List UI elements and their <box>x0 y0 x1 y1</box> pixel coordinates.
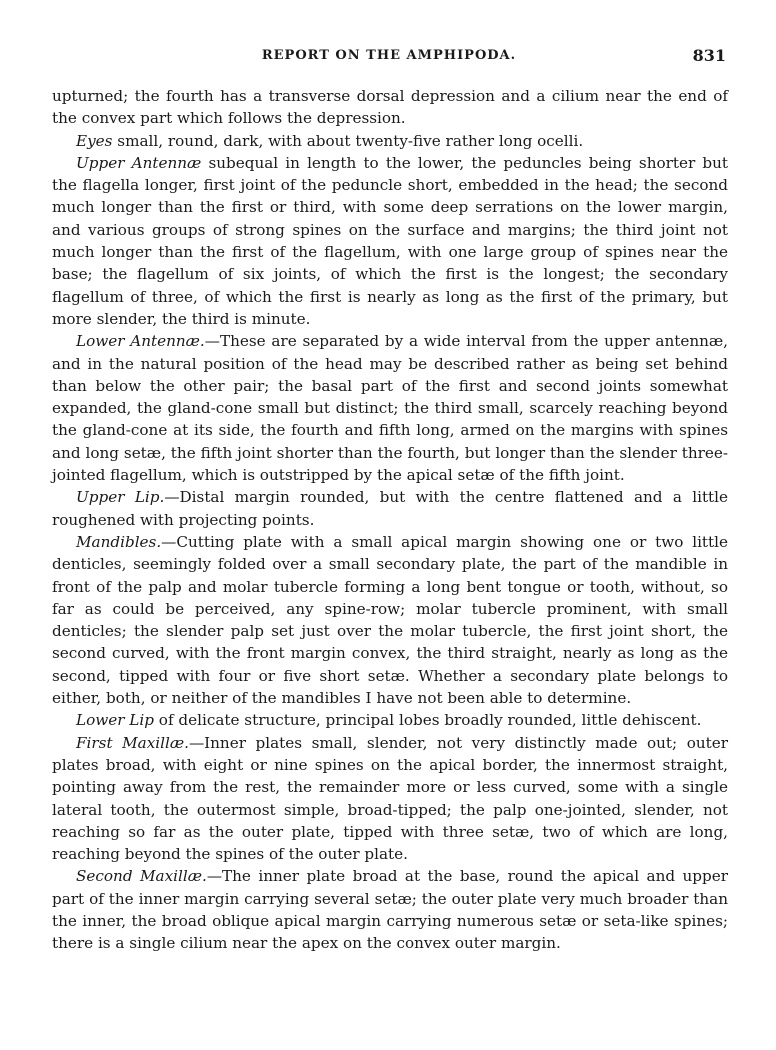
paragraph-upper-lip <box>52 486 728 531</box>
paragraph-lead: Upper Lip. <box>76 488 165 507</box>
paragraph-text: —Cutting plate with a small apical margin showing one or two little denticles, seemingly folded over a small secondary plate, the part of the mandible in front of the palp and molar tubercle forming a long bent tongue or tooth, without, so far as could be perceived, any spine-row; molar tubercle prominent, with small denticles; the slender palp set just over the molar tubercle, the first joint short, the second curved, with the front margin convex, the third straight, nearly as long as the second, tipped with four or five short setæ. Whether a secondary plate belongs to either, both, or neither of the mandibles I have not been able to determine. <box>52 532 728 708</box>
paragraph-lead: Upper Antennæ <box>76 153 202 172</box>
page-number: 831 <box>692 46 726 65</box>
paragraph-mandibles <box>52 531 728 709</box>
running-title: REPORT ON THE AMPHIPODA. <box>261 48 517 63</box>
paragraph-lead: First Maxillæ. <box>76 733 189 752</box>
page-header <box>52 48 726 72</box>
paragraph-upper-antennae <box>52 152 728 330</box>
paragraph-second-maxillae <box>52 865 728 954</box>
paragraph-lead: Second Maxillæ. <box>76 867 207 886</box>
paragraph-eyes <box>52 130 728 152</box>
paragraph-text: of delicate structure, principal lobes broadly rounded, little dehiscent. <box>153 711 702 730</box>
paragraph-text: —These are separated by a wide interval from the upper antennæ, and in the natural position of the head may be described rather as being set behind than below the other pair; the basal part of the first and second joints somewhat expanded, the gland-cone small but distinct; the third small, scarcely reaching beyond the gland-cone at its side, the fourth and fifth long, armed on the margins with spines and long setæ, the fifth joint shorter than the fourth, but longer than the slender three-jointed flagellum, which is outstripped by the apical setæ of the fifth joint. <box>52 332 729 485</box>
paragraph-continuation <box>52 85 728 130</box>
paragraph-text: —The inner plate broad at the base, round the apical and upper part of the inner margin carrying several setæ; the outer plate very much broader than the inner, the broad oblique apical margin carrying numerous setæ or seta-like spines; there is a single cilium near the apex on the convex outer margin. <box>52 867 728 953</box>
body-text <box>52 85 728 955</box>
paragraph-lower-antennae <box>52 330 728 486</box>
paragraph-lead: Lower Lip <box>76 711 154 730</box>
paragraph-first-maxillae <box>52 732 728 866</box>
paragraph-lead: Lower Antennæ. <box>76 332 205 351</box>
paragraph-text: —Distal margin rounded, but with the centre flattened and a little roughened with projecting points. <box>52 488 728 529</box>
paragraph-text: subequal in length to the lower, the peduncles being shorter but the flagella longer, first joint of the peduncle short, embedded in the head; the second much longer than the first or third, with some deep serrations on the lower margin, and various groups of strong spines on the surface and margins; the third joint not much longer than the first of the flagellum, with one large group of spines near the base; the flagellum of six joints, of which the first is the longest; the secondary flagellum of three, of which the first is nearly as long as the first of the primary, but more slender, the third is minute. <box>52 153 728 328</box>
paragraph-text: —Inner plates small, slender, not very distinctly made out; outer plates broad, with eight or nine spines on the apical border, the innermost straight, pointing away from the rest, the remainder more or less curved, some with a single lateral tooth, the outermost simple, broad-tipped; the palp one-jointed, slender, not reaching so far as the outer plate, tipped with three setæ, two of which are long, reaching beyond the spines of the outer plate. <box>52 733 728 864</box>
paragraph-lead: Eyes <box>76 131 113 150</box>
paragraph-lower-lip <box>52 709 728 731</box>
paragraph-text: upturned; the fourth has a transverse dorsal depression and a cilium near the end of the convex part which follows the depression. <box>52 87 728 128</box>
paragraph-lead: Mandibles. <box>76 532 162 551</box>
paragraph-text: small, round, dark, with about twenty-five rather long ocelli. <box>112 131 584 150</box>
